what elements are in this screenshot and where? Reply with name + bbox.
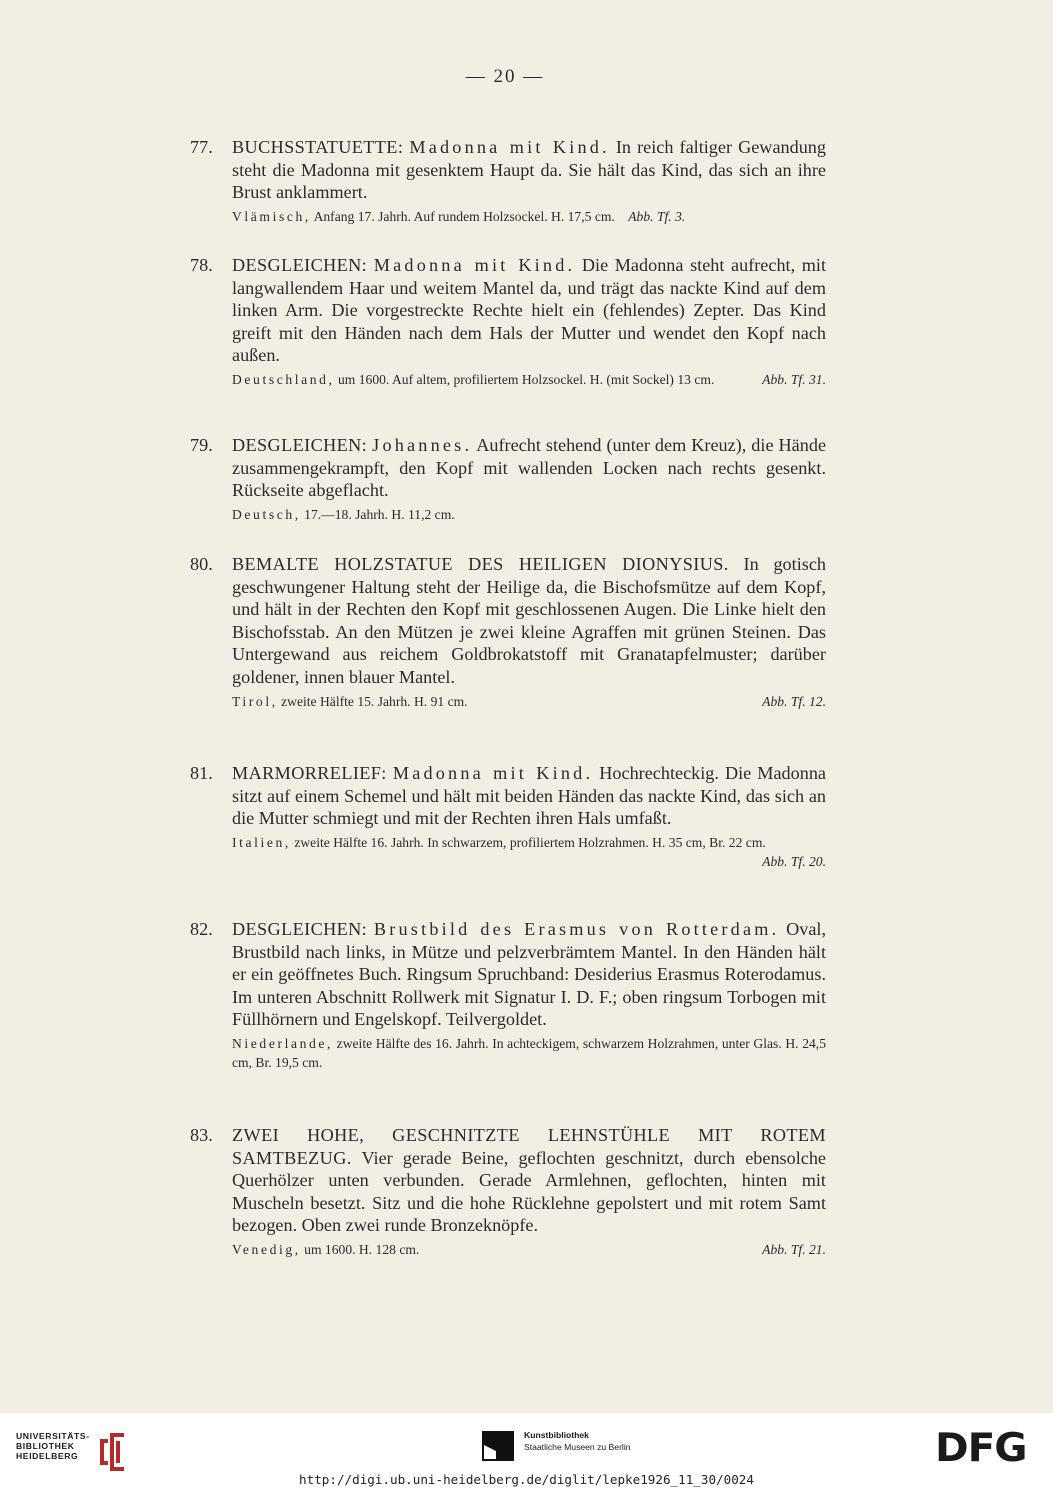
entry-details: um 1600. H. 128 cm. — [304, 1241, 420, 1257]
entry-heading: MARMORRELIEF: — [232, 763, 387, 783]
entry-text: Hochrechteckig. Die Madonna sitzt auf einem Schemel und hält mit beiden Händen das nackte Kind, das sich an die Mutter schmiegt und mit der Rechten ihren Hals umfaßt. — [232, 763, 826, 829]
kunstbibliothek-subtitle: Staatliche Museen zu Berlin — [524, 1442, 631, 1452]
entry-origin: Niederlande, — [232, 1035, 334, 1051]
entry-number: 82. — [190, 919, 213, 939]
entry-abb: Abb. Tf. 12. — [762, 693, 826, 709]
entry-number: 81. — [190, 763, 213, 783]
entry-abb: Abb. Tf. 3. — [628, 208, 686, 224]
entry-subject: Madonna mit Kind. — [373, 255, 576, 275]
entry-details: zweite Hälfte 15. Jahrh. H. 91 cm. — [281, 693, 468, 709]
catalog-entry-77 — [190, 136, 826, 226]
entry-subject: Madonna mit Kind. — [392, 763, 594, 783]
entry-text: Die Madonna steht aufrecht, mit langwallendem Haar und weitem Mantel da, und trägt das nackte Kind auf dem linken Arm. Die vorgestreckte Rechte hielt ein (fehlendes) Zepter. Das Kind greift mit den Händen nach dem Hals der Mutter und wendet den Kopf nach außen. — [232, 255, 827, 366]
entry-abb: Abb. Tf. 21. — [762, 1241, 826, 1257]
catalog-entry-83 — [190, 1124, 826, 1259]
entry-text: In reich faltiger Gewandung steht die Madonna mit gesenktem Haupt da. Sie hält das Kind, das sich an ihre Brust anklammert. — [232, 137, 826, 203]
entry-heading: DESGLEICHEN: — [232, 255, 368, 275]
catalog-entry-81 — [190, 762, 826, 872]
entry-text: Vier gerade Beine, geflochten geschnitzt, durch ebensolche Querhölzer unten verbunden. Gerade Armlehnen, geflochten, hinten mit Muscheln besetzt. Sitz und die hohe Rücklehne gepolstert und mit rotem Samt bezogen. Oben zwei runde Bronzeknöpfe. — [232, 1147, 826, 1236]
digitization-footer — [0, 1413, 1053, 1490]
entry-origin: Venedig, — [232, 1241, 301, 1257]
catalog-entry-82 — [190, 918, 826, 1073]
entry-number: 77. — [190, 137, 213, 157]
entry-details: Anfang 17. Jahrh. Auf rundem Holzsockel. H. 17,5 cm. — [313, 208, 615, 224]
entry-abb: Abb. Tf. 31. — [762, 371, 826, 387]
entry-text: Oval, Brustbild nach links, in Mütze und pelzverbrämtem Mantel. In den Händen hält er ein geöffnetes Buch. Ringsum Spruchband: Desiderius Erasmus Roterodamus. Im unteren Abschnitt Rollwerk mit Signatur I. D. F.; oben ringsum Torbogen mit Füllhörnern und Engelskopf. Teilvergoldet. — [232, 919, 827, 1030]
entry-origin: Deutsch, — [232, 506, 301, 522]
permalink-url[interactable]: http://digi.ub.uni-heidelberg.de/diglit/lepke1926_11_30/0024 — [299, 1472, 754, 1487]
ub-heidelberg-logo — [16, 1431, 136, 1471]
entry-subject: Johannes. — [372, 435, 473, 455]
entry-heading: DESGLEICHEN: — [232, 919, 368, 939]
entry-origin: Tirol, — [232, 693, 278, 709]
dfg-logo: DFG — [935, 1426, 1027, 1471]
entry-origin: Deutschland, — [232, 371, 335, 387]
kunstbibliothek-title: Kunstbibliothek — [524, 1430, 589, 1440]
entry-details: um 1600. Auf altem, profiliertem Holzsockel. H. (mit Sockel) 13 cm. — [337, 371, 715, 387]
entry-heading: ZWEI HOHE, GESCHNITZTE LEHNSTÜHLE MIT ROTEM SAMTBEZUG. — [232, 1125, 826, 1168]
entry-heading: DESGLEICHEN: — [232, 435, 368, 455]
page-number: — 20 — — [465, 66, 545, 87]
catalog-entry-78 — [190, 254, 826, 389]
entry-number: 79. — [190, 435, 213, 455]
entry-number: 78. — [190, 255, 213, 275]
catalog-entry-80 — [190, 553, 826, 711]
ub-emblem-icon — [96, 1431, 128, 1473]
entry-details: zweite Hälfte 16. Jahrh. In schwarzem, profiliertem Holzrahmen. H. 35 cm, Br. 22 cm. — [294, 834, 766, 850]
kunstbibliothek-logo — [482, 1429, 682, 1469]
kunstbibliothek-emblem-icon — [482, 1431, 514, 1461]
entry-details: zweite Hälfte des 16. Jahrh. In achteckigem, schwarzem Holzrahmen, unter Glas. H. 24,5 cm, Br. 19,5 cm. — [232, 1035, 826, 1071]
entry-heading: BUCHSSTATUETTE: — [232, 137, 404, 157]
catalog-entry-79 — [190, 434, 826, 524]
ub-logo-line: BIBLIOTHEK — [16, 1441, 75, 1451]
entry-abb: Abb. Tf. 20. — [762, 854, 826, 870]
entry-subject: Madonna mit Kind. — [409, 137, 610, 157]
entry-heading: BEMALTE HOLZSTATUE DES HEILIGEN DIONYSIUS. — [232, 554, 729, 574]
entry-text: In gotisch geschwungener Haltung steht der Heilige da, die Bischofsmütze auf dem Kopf, und hält in der Rechten den Kopf mit geschlossenen Augen. Die Linke hielt den Bischofsstab. An den Mützen je zwei kleine Agraffen mit grünen Steinen. Das Untergewand aus reichem Goldbrokatstoff mit Granatapfelmuster; darüber goldener, innen blauer Mantel. — [232, 554, 827, 687]
entry-number: 80. — [190, 554, 213, 574]
ub-logo-line: HEIDELBERG — [16, 1451, 79, 1461]
entry-text: Aufrecht stehend (unter dem Kreuz), die Hände zusammengekrampft, den Kopf mit wallenden Locken nach rechts gesenkt. Rückseite abgeflacht. — [232, 435, 827, 501]
entry-subject: Brustbild des Erasmus von Rotterdam. — [373, 919, 780, 939]
entry-details: 17.—18. Jahrh. H. 11,2 cm. — [304, 506, 455, 522]
entry-origin: Vlämisch, — [232, 208, 311, 224]
entry-number: 83. — [190, 1125, 213, 1145]
ub-logo-line: UNIVERSITÄTS- — [16, 1431, 90, 1441]
entry-origin: Italien, — [232, 834, 291, 850]
